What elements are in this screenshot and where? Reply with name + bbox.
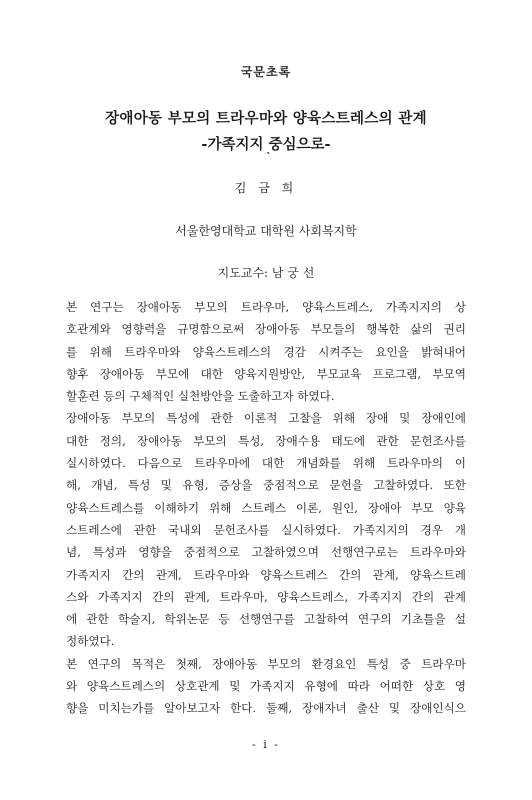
- body-line: 대한 정의, 장애아동 부모의 특성, 장애수용 태도에 관한 문헌조사를: [66, 433, 466, 448]
- thesis-title: 장애아동 부모의 트라우마와 양육스트레스의 관계: [105, 110, 427, 127]
- body-line: 본 연구의 목적은 첫째, 장애아동 부모의 환경요인 특성 중 트라우마: [66, 656, 466, 671]
- stray-mark: `: [266, 151, 272, 164]
- body-line: 호관계와 영향력을 규명함으로써 장애아동 부모들의 행복한 삶의 권리: [66, 322, 466, 337]
- body-line: 할훈련 등의 구체적인 실천방안을 도출하고자 하였다.: [66, 389, 335, 404]
- body-line: 에 관한 학술지, 학위논문 등 선행연구를 고찰하여 연구의 기초틀을 설: [66, 612, 466, 627]
- advisor: 지도교수: 남 궁 선: [217, 266, 315, 280]
- thesis-subtitle: -가족지지 중심으로-: [201, 136, 331, 153]
- abstract-heading: 국문초록: [240, 65, 292, 79]
- body-line: 가족지지 간의 관계, 트라우마와 양육스트레스 간의 관계, 양육스트레: [66, 567, 466, 582]
- body-line: 향을 미치는가를 알아보고자 한다. 둘째, 장애자녀 출산 및 장애인식으: [66, 701, 466, 716]
- body-line: 스트레스에 관한 국내외 문헌조사를 실시하였다. 가족지지의 경우 개: [66, 522, 466, 537]
- body-line: 정하였다.: [66, 634, 115, 649]
- page-number: - i -: [252, 738, 280, 751]
- abstract-body: [66, 296, 466, 720]
- body-line: 장애아동 부모의 특성에 관한 이론적 고찰을 위해 장애 및 장애인에: [66, 411, 466, 426]
- body-line: 본 연구는 장애아동 부모의 트라우마, 양육스트레스, 가족지지의 상: [66, 300, 466, 314]
- body-line: 와 양육스트레스의 상호관계 및 가족지지 유형에 따라 어떠한 상호 영: [66, 679, 466, 694]
- body-line: 실시하였다. 다음으로 트라우마에 대한 개념화를 위해 트라우마의 이: [66, 456, 466, 471]
- body-line: 를 위해 트라우마와 양육스트레스의 경감 시켜주는 요인을 밝혀내어: [66, 344, 466, 359]
- body-line: 향후 장애아동 부모에 대한 양육지원방안, 부모교육 프로그램, 부모역: [66, 366, 466, 381]
- body-line: 념, 특성과 영향을 중점적으로 고찰하였으며 선행연구로는 트라우마와: [66, 545, 466, 560]
- body-line: 스와 가족지지 간의 관계, 트라우마, 양육스트레스, 가족지지 간의 관계: [66, 589, 466, 604]
- author-name: 김 금 희: [234, 181, 298, 195]
- body-line: 해, 개념, 특성 및 유형, 증상을 중점적으로 문헌을 고찰하였다. 또한: [66, 478, 466, 493]
- body-line: 양육스트레스를 이해하기 위해 스트레스 이론, 원인, 장애아 부모 양육: [66, 500, 466, 515]
- affiliation: 서울한영대학교 대학원 사회복지학: [175, 224, 357, 238]
